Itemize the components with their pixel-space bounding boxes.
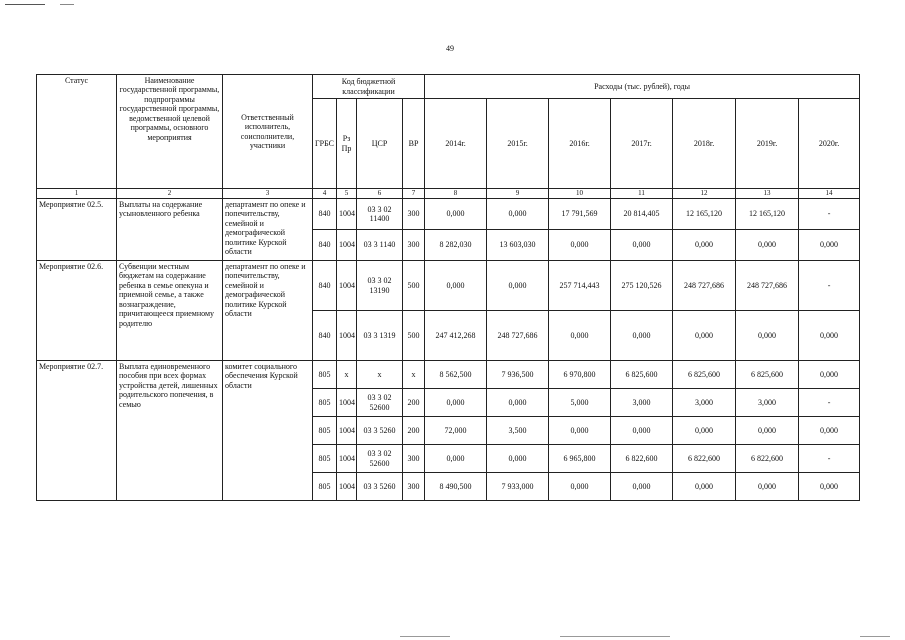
column-number: 7 [403,189,425,199]
cell-value: 6 822,600 [736,445,799,473]
cell-value: 72,000 [425,417,487,445]
cell-value: 0,000 [673,230,736,261]
cell-value: 0,000 [799,230,860,261]
cell-vr: 200 [403,417,425,445]
cell-vr: 300 [403,199,425,230]
cell-value: 0,000 [611,311,673,361]
column-number: 6 [357,189,403,199]
cell-rzpr: 1004 [337,230,357,261]
header-status: Статус [37,75,117,189]
cell-value: 248 727,686 [736,261,799,311]
cell-value: 0,000 [487,261,549,311]
column-number: 12 [673,189,736,199]
cell-vr: 300 [403,445,425,473]
column-number: 14 [799,189,860,199]
measure-executor: департамент по опеке и попечительству, семейной и демографической политике Курской области [223,199,313,261]
cell-value: 0,000 [549,417,611,445]
measure-executor: департамент по опеке и попечительству, семейной и демографической политике Курской области [223,261,313,361]
cell-value: 0,000 [611,230,673,261]
cell-value: 8 490,500 [425,473,487,501]
table-row [37,261,860,311]
cell-vr: 200 [403,389,425,417]
column-number: 10 [549,189,611,199]
column-number: 13 [736,189,799,199]
cell-value: 6 825,600 [611,361,673,389]
cell-rzpr: 1004 [337,473,357,501]
header-rzpr: Рз Пр [337,99,357,189]
table-row [37,199,860,230]
measure-name: Субвенции местным бюджетам на содержание ребенка в семье опекуна и приемной семье, а также вознаграждение, причитающееся приемному родителю [117,261,223,361]
cell-value: 20 814,405 [611,199,673,230]
cell-value: 3,000 [736,389,799,417]
column-number: 5 [337,189,357,199]
scan-artifact [860,636,890,637]
cell-value: 8 282,030 [425,230,487,261]
cell-rzpr: 1004 [337,311,357,361]
cell-value: 7 933,000 [487,473,549,501]
scan-artifact [560,636,670,637]
cell-value: 248 727,686 [487,311,549,361]
cell-csr: 03 3 1140 [357,230,403,261]
cell-csr: 03 3 5260 [357,473,403,501]
cell-value: - [799,261,860,311]
header-year: 2014г. [425,99,487,189]
cell-csr: 03 3 02 52600 [357,445,403,473]
cell-value: 0,000 [611,473,673,501]
cell-value: - [799,445,860,473]
column-number: 3 [223,189,313,199]
table-row [37,361,860,389]
cell-vr: 300 [403,230,425,261]
cell-csr: 03 3 5260 [357,417,403,445]
cell-rzpr: х [337,361,357,389]
cell-value: 6 822,600 [611,445,673,473]
cell-value: 0,000 [799,361,860,389]
cell-value: 0,000 [673,473,736,501]
page-number: 49 [446,44,454,53]
cell-rzpr: 1004 [337,389,357,417]
cell-value: 0,000 [425,445,487,473]
header-csr: ЦСР [357,99,403,189]
measure-name: Выплата единовременного пособия при всех формах устройства детей, лишенных родительского попечения, в семью [117,361,223,501]
cell-value: 0,000 [549,230,611,261]
header-program-name: Наименование государственной программы, подпрограммы государственной программы, ведомственной целевой программы, основного мероприятия [117,75,223,189]
cell-grbs: 805 [313,417,337,445]
cell-grbs: 840 [313,311,337,361]
cell-value: 0,000 [799,417,860,445]
cell-value: 0,000 [736,473,799,501]
cell-value: - [799,389,860,417]
scan-artifact [5,4,45,5]
header-year: 2015г. [487,99,549,189]
cell-value: 275 120,526 [611,261,673,311]
cell-value: 0,000 [549,311,611,361]
budget-table [36,74,860,501]
header-grbs: ГРБС [313,99,337,189]
cell-csr: х [357,361,403,389]
header-vr: ВР [403,99,425,189]
cell-vr: х [403,361,425,389]
cell-value: 12 165,120 [673,199,736,230]
header-year: 2020г. [799,99,860,189]
header-year: 2017г. [611,99,673,189]
cell-value: 13 603,030 [487,230,549,261]
column-number: 8 [425,189,487,199]
cell-rzpr: 1004 [337,199,357,230]
header-year: 2019г. [736,99,799,189]
cell-vr: 500 [403,311,425,361]
cell-value: 3,000 [673,389,736,417]
cell-value: 0,000 [736,417,799,445]
cell-value: 6 822,600 [673,445,736,473]
cell-value: 0,000 [487,445,549,473]
scan-artifact [400,636,450,637]
cell-value: 3,500 [487,417,549,445]
measure-status: Мероприятие 02.5. [37,199,117,261]
cell-vr: 300 [403,473,425,501]
column-number: 2 [117,189,223,199]
cell-grbs: 840 [313,230,337,261]
cell-value: 0,000 [736,311,799,361]
cell-value: 3,000 [611,389,673,417]
cell-value: 0,000 [425,261,487,311]
cell-grbs: 805 [313,473,337,501]
cell-value: 6 970,800 [549,361,611,389]
header-executor: Ответственный исполнитель, соисполнители, участники [223,75,313,189]
cell-value: 0,000 [487,389,549,417]
header-row [37,75,860,99]
measure-name: Выплаты на содержание усыновленного ребенка [117,199,223,261]
cell-csr: 03 3 02 11400 [357,199,403,230]
cell-value: 0,000 [673,311,736,361]
cell-value: 12 165,120 [736,199,799,230]
cell-value: 6 825,600 [736,361,799,389]
cell-grbs: 805 [313,445,337,473]
cell-value: 0,000 [611,417,673,445]
cell-value: 247 412,268 [425,311,487,361]
column-number: 9 [487,189,549,199]
column-number: 1 [37,189,117,199]
cell-csr: 03 3 02 52600 [357,389,403,417]
header-year: 2016г. [549,99,611,189]
cell-value: 0,000 [736,230,799,261]
column-number: 4 [313,189,337,199]
cell-value: 0,000 [549,473,611,501]
cell-grbs: 840 [313,261,337,311]
measure-status: Мероприятие 02.6. [37,261,117,361]
cell-value: 6 965,800 [549,445,611,473]
cell-value: 248 727,686 [673,261,736,311]
cell-value: - [799,199,860,230]
cell-value: 0,000 [799,473,860,501]
cell-csr: 03 3 1319 [357,311,403,361]
header-expenses: Расходы (тыс. рублей), годы [425,75,860,99]
cell-value: 5,000 [549,389,611,417]
cell-value: 8 562,500 [425,361,487,389]
cell-value: 17 791,569 [549,199,611,230]
cell-value: 0,000 [487,199,549,230]
header-year: 2018г. [673,99,736,189]
scan-artifact [60,4,74,5]
cell-vr: 500 [403,261,425,311]
cell-csr: 03 3 02 13190 [357,261,403,311]
cell-value: 0,000 [425,389,487,417]
cell-value: 0,000 [425,199,487,230]
cell-grbs: 805 [313,361,337,389]
cell-rzpr: 1004 [337,445,357,473]
cell-grbs: 840 [313,199,337,230]
cell-grbs: 805 [313,389,337,417]
column-number-row [37,189,860,199]
column-number: 11 [611,189,673,199]
cell-value: 257 714,443 [549,261,611,311]
measure-status: Мероприятие 02.7. [37,361,117,501]
cell-value: 7 936,500 [487,361,549,389]
cell-value: 6 825,600 [673,361,736,389]
cell-rzpr: 1004 [337,417,357,445]
header-budget-code: Код бюджетной классификации [313,75,425,99]
measure-executor: комитет социального обеспечения Курской области [223,361,313,501]
cell-value: 0,000 [799,311,860,361]
cell-value: 0,000 [673,417,736,445]
cell-rzpr: 1004 [337,261,357,311]
